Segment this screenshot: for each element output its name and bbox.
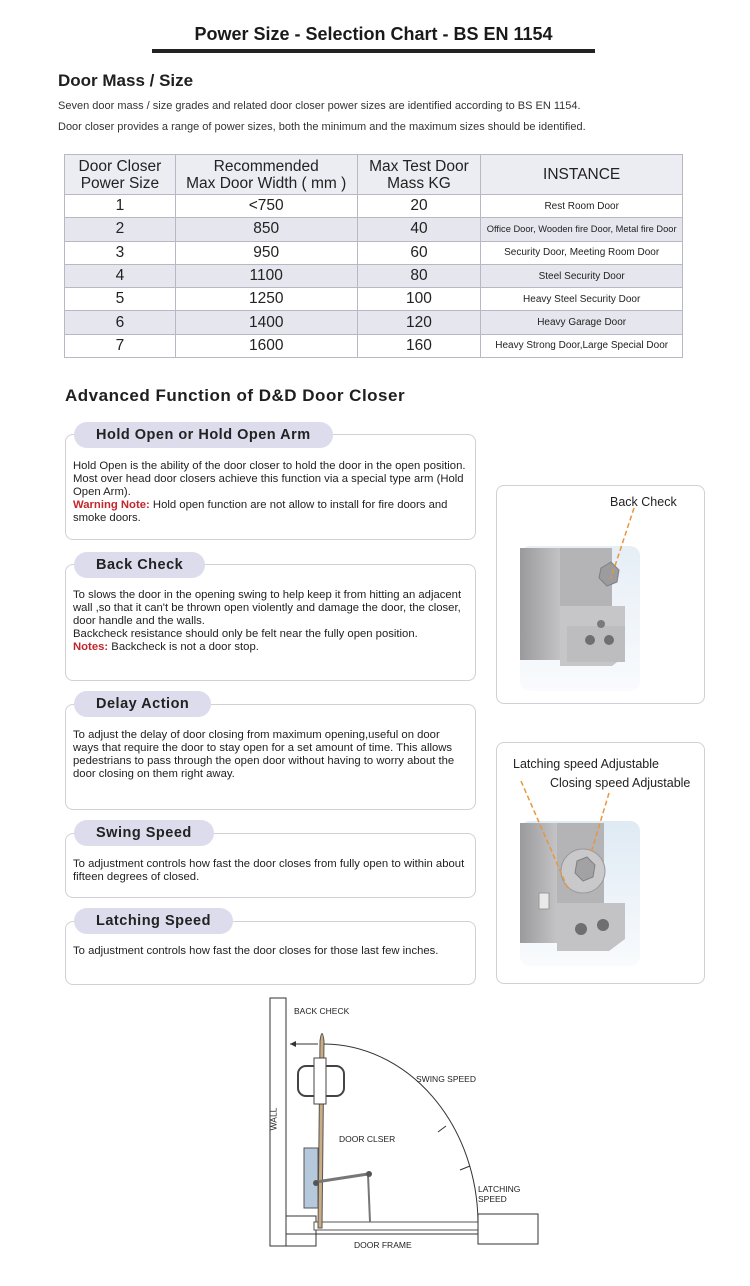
delay-action-box <box>65 704 476 810</box>
hold-open-tab: Hold Open or Hold Open Arm <box>74 422 333 448</box>
notes-label: Notes: <box>73 641 109 653</box>
table-row <box>65 241 683 264</box>
page-title: Power Size - Selection Chart - BS EN 1154 <box>152 24 595 53</box>
cell-door-mass: 160 <box>357 334 481 357</box>
header-door-mass: Max Test Door Mass KG <box>357 155 481 195</box>
table-row <box>65 334 683 357</box>
delay-action-tab: Delay Action <box>74 691 211 717</box>
cell-instance: Rest Room Door <box>481 195 683 218</box>
cell-instance: Heavy Garage Door <box>481 311 683 334</box>
hold-open-warning <box>66 499 475 525</box>
speed-adjust-photo-box <box>496 742 705 984</box>
back-check-text-2: Backcheck resistance should only be felt near the fully open position. <box>73 628 418 640</box>
cell-door-mass: 20 <box>357 195 481 218</box>
cell-door-mass: 40 <box>357 218 481 241</box>
cell-door-mass: 100 <box>357 288 481 311</box>
header-door-width: Recommended Max Door Width ( mm ) <box>175 155 357 195</box>
swing-speed-tab: Swing Speed <box>74 820 214 846</box>
cell-door-width: 1600 <box>175 334 357 357</box>
cell-instance: Heavy Steel Security Door <box>481 288 683 311</box>
diagram-wall-label: WALL <box>268 1107 279 1131</box>
cell-instance: Steel Security Door <box>481 264 683 287</box>
back-check-box <box>65 564 476 681</box>
latching-speed-tab: Latching Speed <box>74 908 233 934</box>
table-row <box>65 264 683 287</box>
table-header-row <box>65 155 683 195</box>
hold-open-box <box>65 434 476 540</box>
hold-open-text: Hold Open is the ability of the door closer to hold the door in the open position. Most over head door closers achieve this function via a special type arm (Hold Open Arm). <box>73 460 466 498</box>
cell-instance: Office Door, Wooden fire Door, Metal fire Door <box>481 218 683 241</box>
header-power-size: Door Closer Power Size <box>65 155 176 195</box>
delay-action-text: To adjust the delay of door closing from maximum opening,useful on door ways that require the door to stay open for a set amount of time. This allows pedestrians to pass through the open door without having to worry about the door closing on them right away. <box>73 729 455 780</box>
table-row <box>65 288 683 311</box>
closing-speed-photo-label: Closing speed Adjustable <box>550 776 691 790</box>
warning-label: Warning Note: <box>73 499 150 511</box>
latching-speed-photo-label: Latching speed Adjustable <box>513 757 659 771</box>
diagram-back-check-label: BACK CHECK <box>294 1006 350 1016</box>
cell-instance: Heavy Strong Door,Large Special Door <box>481 334 683 357</box>
table-row <box>65 218 683 241</box>
back-check-photo-label: Back Check <box>610 495 677 509</box>
back-check-text: To slows the door in the opening swing to help keep it from hitting an adjacent wall ,so that it can't be thrown open violently and damage the door, the closer, door handle and the walls. <box>73 589 462 627</box>
cell-power-size: 1 <box>65 195 176 218</box>
cell-door-width: 950 <box>175 241 357 264</box>
header-instance: INSTANCE <box>481 155 683 195</box>
door-mass-intro-2: Door closer provides a range of power sizes, both the minimum and the maximum sizes should be identified. <box>58 121 586 133</box>
cell-power-size: 6 <box>65 311 176 334</box>
cell-power-size: 3 <box>65 241 176 264</box>
cell-door-width: 1250 <box>175 288 357 311</box>
warning-text: Hold open function are not allow to install for fire doors and smoke doors. <box>73 499 448 524</box>
diagram-drawing <box>262 996 552 1254</box>
back-check-photo-box <box>496 485 705 704</box>
cell-power-size: 4 <box>65 264 176 287</box>
cell-door-mass: 60 <box>357 241 481 264</box>
table-row <box>65 195 683 218</box>
door-closer-diagram <box>262 996 552 1254</box>
power-size-table <box>64 154 683 358</box>
cell-instance: Security Door, Meeting Room Door <box>481 241 683 264</box>
swing-speed-text: To adjustment controls how fast the door closes from fully open to within about fifteen degrees of closed. <box>73 858 465 883</box>
back-check-note <box>66 641 475 654</box>
cell-door-width: 1100 <box>175 264 357 287</box>
cell-door-width: 1400 <box>175 311 357 334</box>
cell-door-width: <750 <box>175 195 357 218</box>
diagram-latching-speed-label: LATCHING SPEED <box>478 1184 521 1204</box>
latching-speed-text: To adjustment controls how fast the door closes for those last few inches. <box>73 945 439 957</box>
door-mass-heading: Door Mass / Size <box>58 71 194 90</box>
diagram-swing-speed-label: SWING SPEED <box>416 1074 476 1084</box>
notes-text: Backcheck is not a door stop. <box>108 641 259 653</box>
door-mass-intro-1: Seven door mass / size grades and related door closer power sizes are identified according to BS EN 1154. <box>58 100 581 112</box>
cell-power-size: 5 <box>65 288 176 311</box>
cell-power-size: 2 <box>65 218 176 241</box>
cell-door-mass: 120 <box>357 311 481 334</box>
door-closer-photo-2 <box>497 743 706 985</box>
cell-power-size: 7 <box>65 334 176 357</box>
back-check-tab: Back Check <box>74 552 205 578</box>
advanced-function-heading: Advanced Function of D&D Door Closer <box>65 386 406 405</box>
table-row <box>65 311 683 334</box>
door-closer-photo-1 <box>497 486 706 705</box>
diagram-door-frame-label: DOOR FRAME <box>354 1240 412 1250</box>
cell-door-width: 850 <box>175 218 357 241</box>
cell-door-mass: 80 <box>357 264 481 287</box>
diagram-door-closer-label: DOOR CLSER <box>339 1134 396 1144</box>
